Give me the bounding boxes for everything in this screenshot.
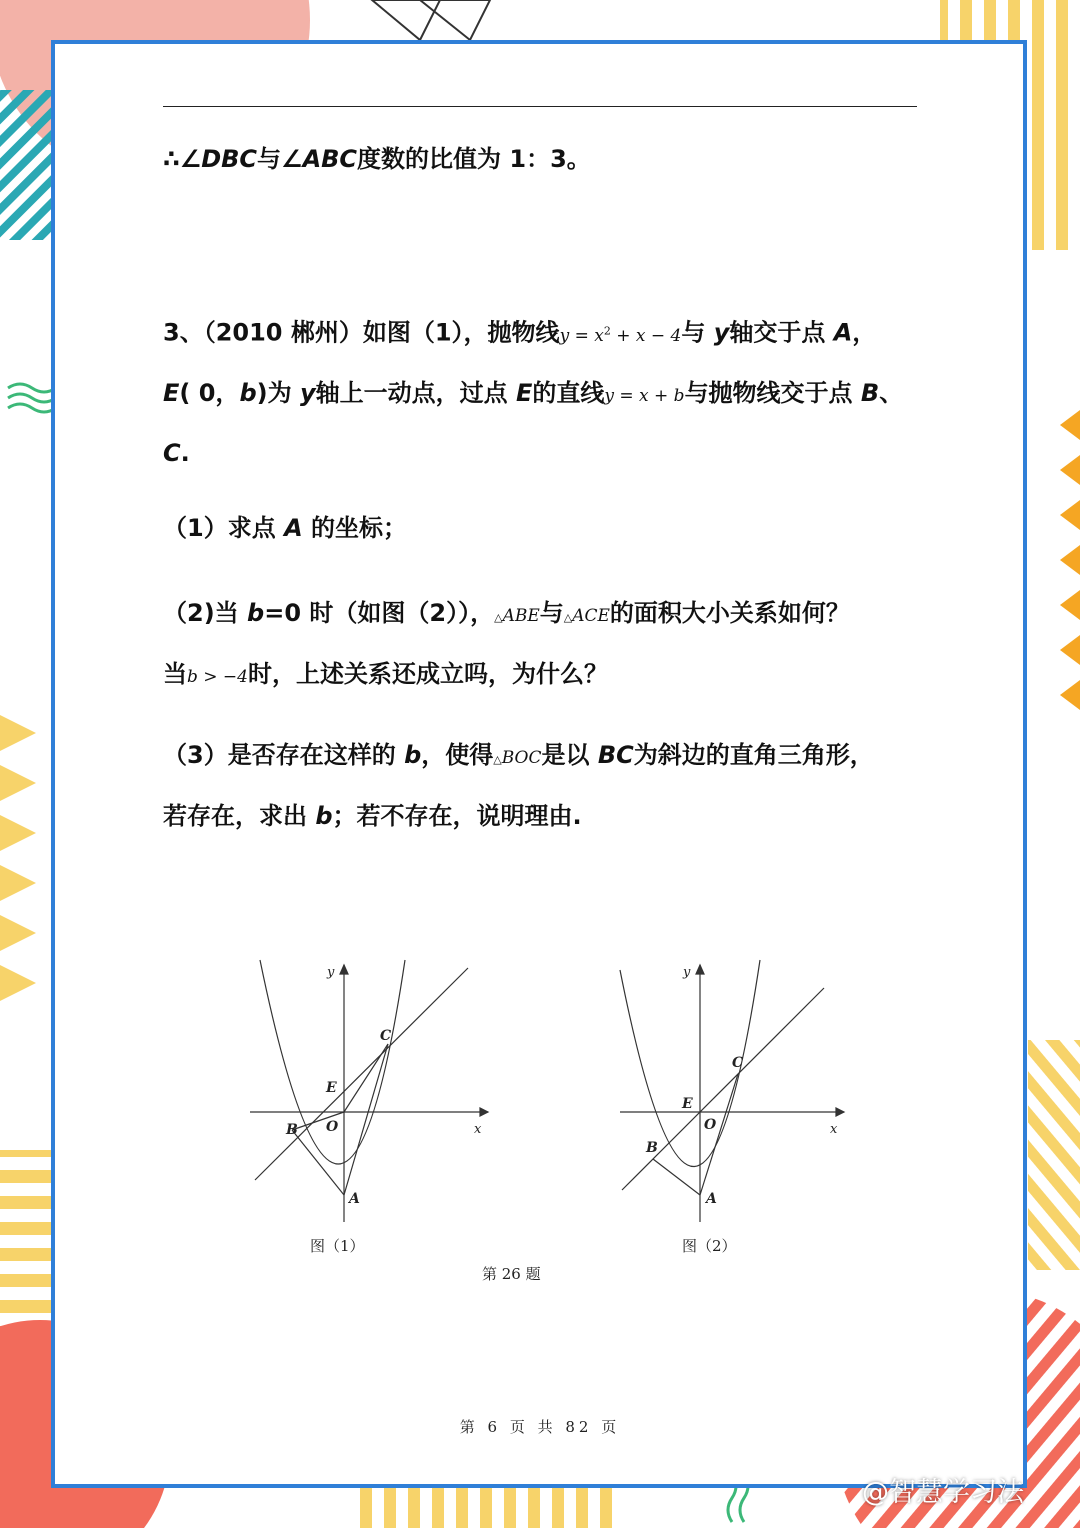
orange-triangles-right — [1060, 410, 1080, 710]
segment-ca — [700, 1074, 738, 1195]
yellow-stripes-right — [1028, 1040, 1080, 1270]
label-x: x — [830, 1122, 838, 1137]
question-3: （3）是否存在这样的 b，使得△BOC是以 BC为斜边的直角三角形， 若存在，求出 b；若不存在，说明理由. — [163, 741, 874, 830]
label-y: y — [683, 965, 691, 980]
label-c: C — [732, 1055, 744, 1071]
label-c: C — [380, 1028, 392, 1044]
segment-ba — [292, 1130, 344, 1195]
watermark: @智慧学习法 — [862, 1477, 1024, 1508]
line-equation: y = x + b — [604, 385, 685, 406]
figure-2 — [600, 940, 880, 1240]
page-footer: 第 6 页 共 82 页 — [459, 1418, 621, 1436]
label-b: B — [646, 1140, 658, 1156]
prev-conclusion: ∴∠DBC与∠ABC度数的比值为 1：3。 — [163, 145, 591, 173]
inequality: b > −4 — [187, 667, 248, 687]
teal-stripes-left — [0, 90, 52, 240]
line-y-eq-x — [622, 988, 824, 1190]
segment-ca — [344, 1044, 388, 1195]
problem-figure-caption: 第 26 题 — [482, 1265, 541, 1283]
figure-1 — [230, 940, 510, 1240]
problem-statement: 3、（2010 郴州）如图（1），抛物线$y = x^2 + x - 4$与 y轴交于点 A， E( 0，b)为 y轴上一动点，过点 E的直线y = x + b与抛物线交于点 B、 C. — [163, 318, 904, 467]
yellow-triangles-left — [0, 715, 36, 1001]
label-x: x — [474, 1122, 482, 1137]
label-e: E — [326, 1080, 337, 1096]
yellow-stripes-bottom — [360, 1488, 620, 1528]
y-axis-arrow — [696, 965, 704, 974]
outline-triangle-top — [372, 0, 490, 40]
label-a: A — [349, 1191, 360, 1207]
label-b: B — [286, 1122, 298, 1138]
figure-1-caption: 图（1） — [310, 1237, 365, 1255]
parabola-equation: $y = x^2 + x - 4$ — [559, 324, 682, 346]
label-e: E — [682, 1096, 693, 1112]
label-a: A — [706, 1191, 717, 1207]
line-y-eq-x-plus-b — [255, 968, 468, 1180]
label-o: O — [704, 1117, 717, 1133]
x-axis-arrow — [836, 1108, 844, 1116]
label-o: O — [326, 1119, 339, 1135]
y-axis-arrow — [340, 965, 348, 974]
label-y: y — [327, 965, 335, 980]
question-2: （2)当 b=0 时（如图（2）），△ABE与△ACE的面积大小关系如何？ 当b > −4时，上述关系还成立吗，为什么？ — [163, 599, 850, 688]
segment-ba — [653, 1159, 700, 1195]
segment-oc — [344, 1044, 388, 1112]
x-axis-arrow — [480, 1108, 488, 1116]
question-1: （1）求点 A 的坐标； — [163, 514, 407, 542]
header-rule — [163, 106, 917, 107]
figure-2-caption: 图（2） — [682, 1237, 737, 1255]
